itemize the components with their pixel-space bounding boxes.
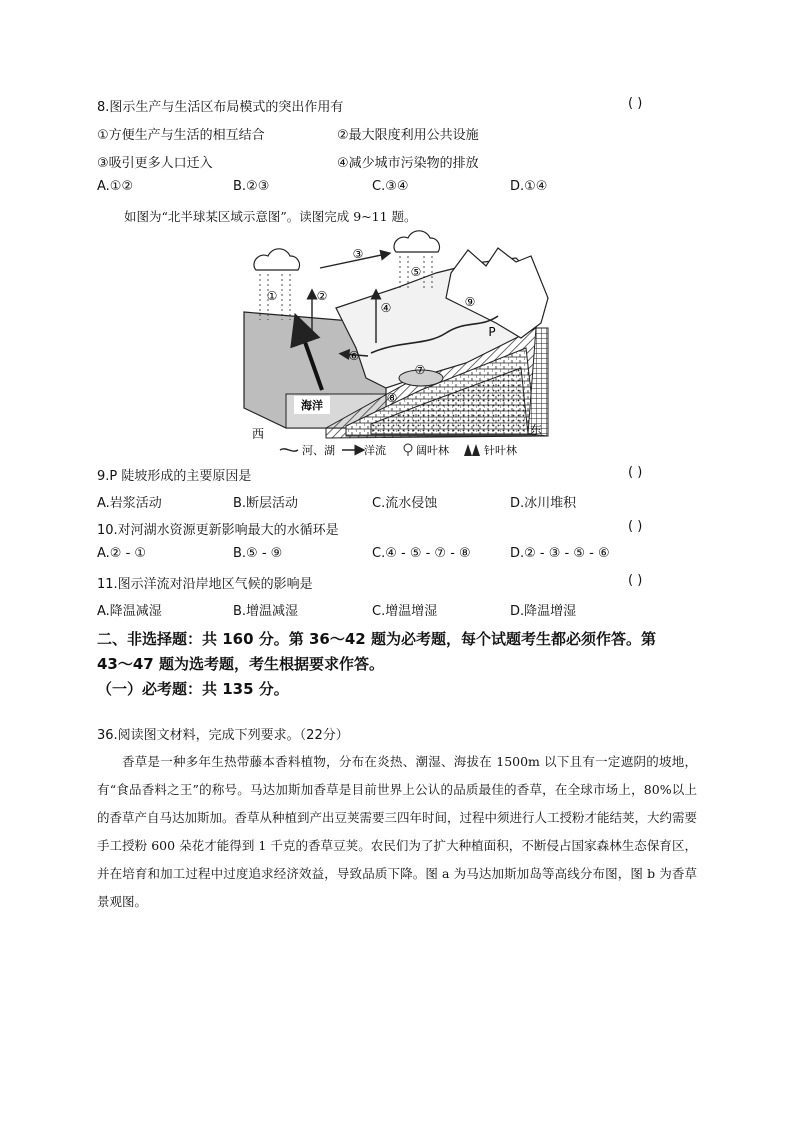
q9-option-a: A.岩浆活动 <box>97 496 162 511</box>
legend-river: 河、湖 <box>302 444 335 457</box>
q11-answer-paren: ( ) <box>628 573 643 588</box>
legend <box>280 443 517 457</box>
q10-stem: 10.对河湖水资源更新影响最大的水循环是 <box>97 523 339 538</box>
q9-answer-paren: ( ) <box>628 465 643 480</box>
q36-stem: 36.阅读图文材料，完成下列要求。（22分） <box>97 728 349 743</box>
q8-option-d: D.①④ <box>510 179 548 194</box>
section2-heading-line2: 43～47 题为选考题，考生根据要求作答。 <box>97 655 384 673</box>
label-7: ⑦ <box>414 363 426 377</box>
label-9: ⑨ <box>464 295 476 309</box>
q11-option-d: D.降温增湿 <box>510 604 577 619</box>
q9-option-d: D.冰川堆积 <box>510 496 577 511</box>
cloud-left <box>254 249 300 270</box>
q8-item-2: ②最大限度利用公共设施 <box>337 128 479 143</box>
label-4: ④ <box>380 301 392 315</box>
q11-option-c: C.增温增湿 <box>372 604 438 619</box>
q8-item-3: ③吸引更多人口迁入 <box>97 156 213 171</box>
label-1: ① <box>266 289 278 303</box>
ocean-label: 海洋 <box>301 399 323 412</box>
q10-option-a: A.② - ① <box>97 546 147 561</box>
q8-stem: 8.图示生产与生活区布局模式的突出作用有 <box>97 100 344 115</box>
section2-heading-line1: 二、非选择题：共 160 分。第 36～42 题为必考题，每个试题考生都必须作答。第 <box>97 630 656 648</box>
q11-option-b: B.增温减湿 <box>233 604 299 619</box>
label-3: ③ <box>352 247 364 261</box>
conifer-legend-icon <box>464 444 480 456</box>
legend-broadleaf: 阔叶林 <box>416 444 449 457</box>
figure-intro: 如图为“北半球某区域示意图”。读图完成 9~11 题。 <box>124 209 417 224</box>
q10-answer-paren: ( ) <box>628 519 643 534</box>
broadleaf-legend-icon <box>404 444 412 456</box>
q8-option-b: B.②③ <box>233 179 270 194</box>
q9-stem: 9.P 陡坡形成的主要原因是 <box>97 469 252 484</box>
label-2: ② <box>316 289 328 303</box>
cloud-right <box>394 231 440 252</box>
q10-option-d: D.② - ③ - ⑤ - ⑥ <box>510 546 610 561</box>
q8-option-a: A.①② <box>97 179 134 194</box>
q10-option-b: B.⑤ - ⑨ <box>233 546 283 561</box>
q9-option-c: C.流水侵蚀 <box>372 496 438 511</box>
q8-item-1: ①方便生产与生活的相互结合 <box>97 128 265 143</box>
q8-option-c: C.③④ <box>372 179 409 194</box>
west-label: 西 <box>251 427 265 441</box>
q8-answer-paren: ( ) <box>628 96 643 111</box>
river-legend-icon <box>280 449 298 451</box>
legend-conifer: 针叶林 <box>484 444 517 457</box>
legend-current: 洋流 <box>364 444 386 457</box>
label-5: ⑤ <box>410 265 422 279</box>
east-label: 东 <box>529 423 543 437</box>
q36-material-paragraph: 香草是一种多年生热带藤本香料植物，分布在炎热、潮湿、海拔在 1500m 以下且有一定遮阴的坡地，有“食品香料之王”的称号。马达加斯加香草是目前世界上公认的品质最佳的香草，在全球市场上，80%以上的香草产自马达加斯加。香草从种植到产出豆荚需要三四年时间，过程中须进行人工授粉才能结荚，大约需要手工授粉 600 朵花才能得到 1 千克的香草豆荚。农民们为了扩大种植面积，不断侵占国家森林生态保育区，并在培育和加工过程中过度追求经济效益，导致品质下降。图 a 为马达加斯加岛等高线分布图，图 b 为香草景观图。 <box>97 754 698 909</box>
q9-option-b: B.断层活动 <box>233 496 299 511</box>
q10-option-c: C.④ - ⑤ - ⑦ - ⑧ <box>372 546 471 561</box>
label-6: ⑥ <box>348 349 360 363</box>
region-diagram <box>236 228 556 460</box>
q11-stem: 11.图示洋流对沿岸地区气候的影响是 <box>97 577 313 592</box>
q11-option-a: A.降温减湿 <box>97 604 162 619</box>
label-p: P <box>488 325 496 339</box>
q8-item-4: ④减少城市污染物的排放 <box>337 156 479 171</box>
label-8: ⑧ <box>386 391 398 405</box>
section2-subheading: （一）必考题：共 135 分。 <box>97 680 289 698</box>
